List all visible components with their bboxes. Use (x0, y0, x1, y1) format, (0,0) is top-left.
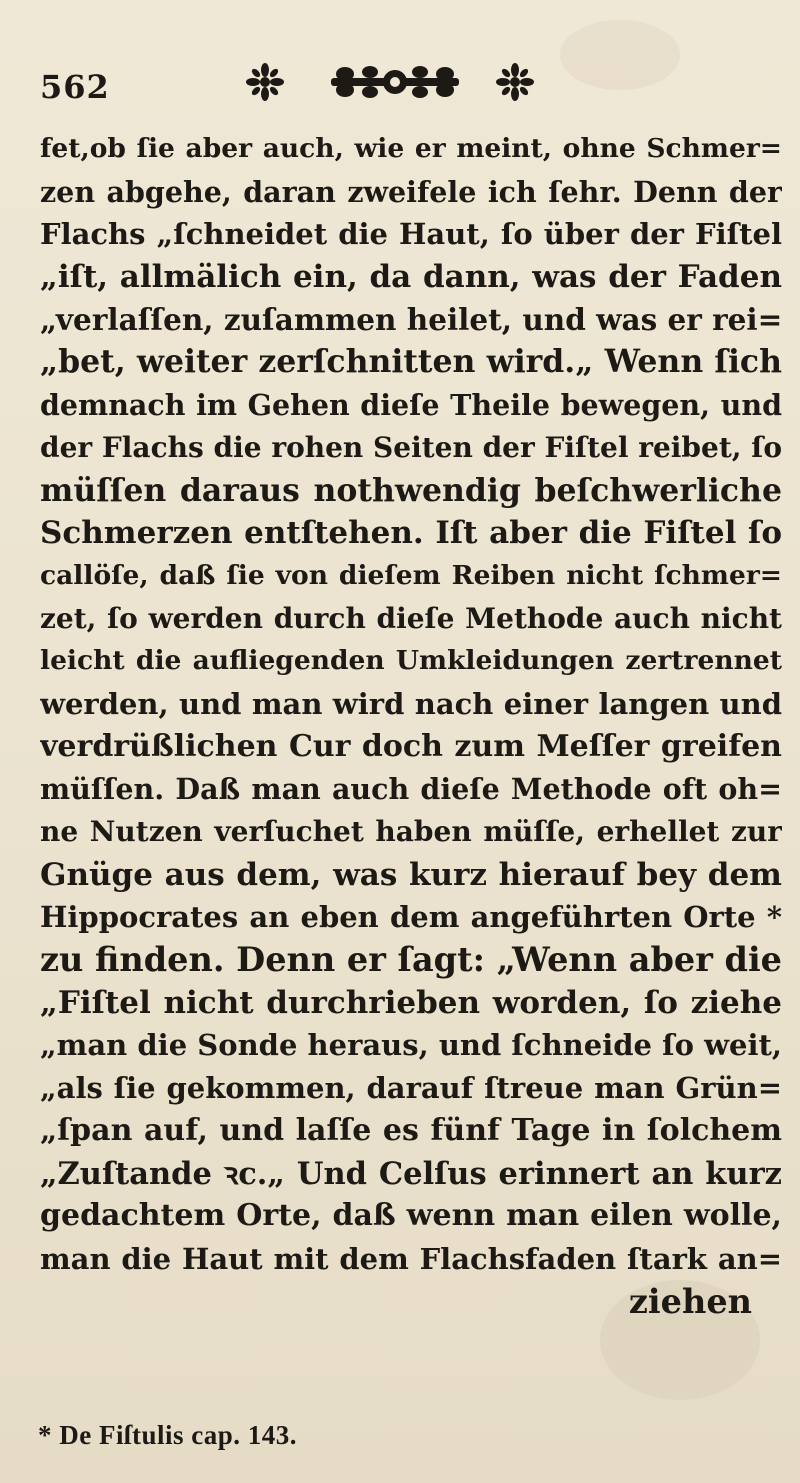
text-line: gedachtem Orte, daß wenn man eilen wolle, (40, 1198, 782, 1234)
central-ornament-icon (325, 62, 465, 102)
text-line: zen abgehe, daran zweifele ich ſehr. Denn der (40, 174, 782, 209)
footnote: * De Fiſtulis cap. 143. (38, 1420, 297, 1450)
text-line: „verlaſſen, zuſammen heilet, und was er rei= (40, 301, 782, 337)
text-line: leicht die aufliegenden Umkleidungen zertrennet (40, 645, 782, 677)
text-line: der Flachs die rohen Seiten der Fiſtel reibet, ſo (40, 430, 782, 464)
text-line: zet, ſo werden durch dieſe Methode auch nicht (40, 601, 782, 635)
text-line: „bet, weiter zerſchnitten wird.„ Wenn ſich (40, 343, 782, 381)
text-line: werden, und man wird nach einer langen und (40, 686, 782, 721)
floral-ornament-icon (245, 62, 285, 102)
catchword: ziehen (628, 1281, 752, 1321)
text-line: „Fiſtel nicht durchrieben worden, ſo ziehe (40, 984, 782, 1021)
text-line: callöſe, daß ſie von dieſem Reiben nicht ſchmer= (40, 559, 782, 591)
text-line: „ſpan auf, und laſſe es fünf Tage in ſolchem (40, 1112, 782, 1148)
text-line: fet,ob ſie aber auch, wie er meint, ohne Schmer= (40, 133, 782, 164)
text-line: verdrüßlichen Cur doch zum Meſſer greifen (40, 728, 782, 764)
text-line: „man die Sonde heraus, und ſchneide ſo weit, (40, 1028, 782, 1063)
text-line: demnach im Gehen dieſe Theile bewegen, und (40, 388, 782, 423)
text-line: man die Haut mit dem Flachsfaden ſtark an= (40, 1241, 782, 1276)
page-number: 562 (40, 68, 110, 106)
text-line: Schmerzen entſtehen. Iſt aber die Fiſtel ſo (40, 515, 782, 552)
text-line: Flachs „ſchneidet die Haut, ſo über der Fiſtel (40, 217, 782, 252)
text-line: „als ſie gekommen, darauf ſtreue man Grün= (40, 1071, 782, 1106)
text-line: zu finden. Denn er ſagt: „Wenn aber die (40, 940, 782, 980)
page-header (40, 62, 560, 112)
text-line: „iſt, allmälich ein, da dann, was der Faden (40, 259, 782, 296)
paper-stain (560, 20, 680, 90)
text-line: „Zuſtande ꝛc.„ Und Celſus erinnert an kurz (40, 1155, 782, 1192)
text-line: Hippocrates an eben dem angeführten Orte * (40, 900, 782, 935)
floral-ornament-icon (495, 62, 535, 102)
text-line: müſſen daraus nothwendig beſchwerliche (40, 471, 782, 509)
body-text (40, 128, 782, 1323)
text-line: müſſen. Daß man auch dieſe Methode oft oh= (40, 772, 782, 807)
text-line: Gnüge aus dem, was kurz hierauf bey dem (40, 856, 782, 893)
text-line: ne Nutzen verſuchet haben müſſe, erhellet zur (40, 815, 782, 848)
